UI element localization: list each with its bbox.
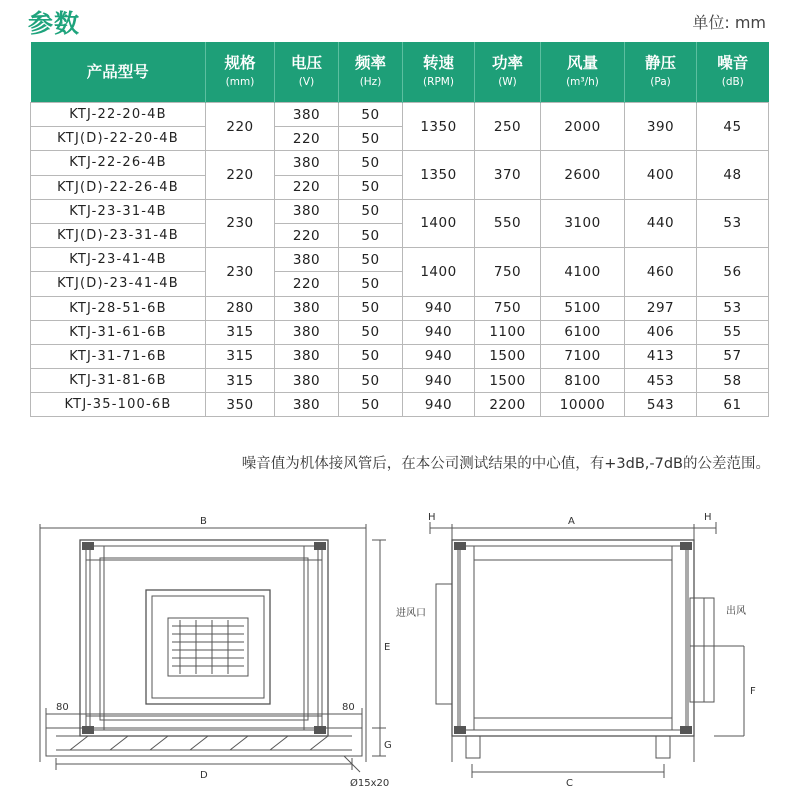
table-row	[31, 369, 769, 393]
airflow-cell: 3100	[541, 199, 625, 247]
side-dim-h-left: H	[428, 512, 436, 523]
rpm-cell: 940	[403, 320, 475, 344]
column-name: 产品型号	[86, 63, 149, 81]
rpm-cell: 1350	[403, 103, 475, 151]
model-cell: KTJ-31-61-6B	[31, 320, 206, 344]
model-cell: KTJ-31-81-6B	[31, 369, 206, 393]
model-cell: KTJ(D)-22-20-4B	[31, 127, 206, 151]
voltage-cell: 380	[275, 248, 339, 272]
model-cell: KTJ(D)-23-31-4B	[31, 223, 206, 247]
column-name: 静压	[644, 53, 676, 72]
pressure-cell: 453	[625, 369, 697, 393]
pressure-cell: 413	[625, 344, 697, 368]
power-cell: 1500	[475, 369, 541, 393]
front-dim-right-80: 80	[342, 702, 355, 713]
voltage-cell: 220	[275, 127, 339, 151]
column-header	[403, 42, 475, 103]
column-name: 规格	[224, 53, 256, 72]
column-name: 转速	[422, 53, 454, 72]
noise-cell: 45	[697, 103, 769, 151]
front-hole-label: Ø15x20	[350, 778, 390, 789]
airflow-cell: 2000	[541, 103, 625, 151]
column-header	[541, 42, 625, 103]
side-inlet-label: 进风口	[396, 608, 426, 619]
rpm-cell: 1400	[403, 199, 475, 247]
column-unit: (dB)	[721, 75, 744, 88]
column-name: 频率	[354, 53, 386, 72]
dimension-drawing	[0, 500, 800, 800]
noise-cell: 56	[697, 248, 769, 296]
front-dim-e: E	[384, 642, 391, 653]
front-dim-b: B	[200, 516, 207, 527]
size-cell: 220	[206, 151, 275, 199]
front-dim-g: G	[384, 740, 392, 751]
table-row	[31, 393, 769, 417]
model-cell: KTJ-31-71-6B	[31, 344, 206, 368]
frequency-cell: 50	[339, 393, 403, 417]
table-row	[31, 296, 769, 320]
column-header	[625, 42, 697, 103]
voltage-cell: 380	[275, 151, 339, 175]
frequency-cell: 50	[339, 151, 403, 175]
pressure-cell: 406	[625, 320, 697, 344]
frequency-cell: 50	[339, 320, 403, 344]
column-name: 功率	[491, 53, 523, 72]
size-cell: 280	[206, 296, 275, 320]
power-cell: 550	[475, 199, 541, 247]
table-row	[31, 320, 769, 344]
voltage-cell: 380	[275, 199, 339, 223]
model-cell: KTJ-23-41-4B	[31, 248, 206, 272]
model-cell: KTJ-22-20-4B	[31, 103, 206, 127]
side-dim-h-right: H	[704, 512, 712, 523]
power-cell: 750	[475, 248, 541, 296]
frequency-cell: 50	[339, 369, 403, 393]
airflow-cell: 5100	[541, 296, 625, 320]
pressure-cell: 460	[625, 248, 697, 296]
frequency-cell: 50	[339, 103, 403, 127]
model-cell: KTJ-22-26-4B	[31, 151, 206, 175]
noise-cell: 48	[697, 151, 769, 199]
frequency-cell: 50	[339, 272, 403, 296]
column-name: 风量	[566, 53, 598, 72]
table-row	[31, 248, 769, 272]
noise-cell: 57	[697, 344, 769, 368]
frequency-cell: 50	[339, 223, 403, 247]
frequency-cell: 50	[339, 248, 403, 272]
airflow-cell: 6100	[541, 320, 625, 344]
column-header	[475, 42, 541, 103]
voltage-cell: 380	[275, 296, 339, 320]
column-unit: (RPM)	[423, 75, 454, 88]
frequency-cell: 50	[339, 344, 403, 368]
column-name: 电压	[290, 53, 322, 72]
rpm-cell: 940	[403, 369, 475, 393]
noise-cell: 58	[697, 369, 769, 393]
voltage-cell: 380	[275, 320, 339, 344]
table-body	[31, 103, 769, 417]
rpm-cell: 940	[403, 344, 475, 368]
size-cell: 230	[206, 199, 275, 247]
column-unit: (m³/h)	[566, 75, 599, 88]
table-row	[31, 103, 769, 127]
rpm-cell: 940	[403, 296, 475, 320]
column-unit: (Hz)	[359, 75, 382, 88]
power-cell: 1500	[475, 344, 541, 368]
noise-cell: 53	[697, 296, 769, 320]
voltage-cell: 380	[275, 344, 339, 368]
frequency-cell: 50	[339, 199, 403, 223]
column-unit: (V)	[298, 75, 315, 88]
power-cell: 1100	[475, 320, 541, 344]
size-cell: 315	[206, 369, 275, 393]
front-dim-left-80: 80	[56, 702, 69, 713]
airflow-cell: 8100	[541, 369, 625, 393]
side-outlet-label: 出风	[726, 606, 746, 617]
model-cell: KTJ-23-31-4B	[31, 199, 206, 223]
power-cell: 370	[475, 151, 541, 199]
frequency-cell: 50	[339, 296, 403, 320]
front-dim-d: D	[200, 770, 208, 781]
model-cell: KTJ(D)-22-26-4B	[31, 175, 206, 199]
size-cell: 230	[206, 248, 275, 296]
voltage-cell: 380	[275, 369, 339, 393]
spec-table	[30, 42, 769, 417]
noise-cell: 61	[697, 393, 769, 417]
rpm-cell: 940	[403, 393, 475, 417]
voltage-cell: 220	[275, 223, 339, 247]
pressure-cell: 440	[625, 199, 697, 247]
side-dim-c: C	[566, 778, 573, 789]
column-header	[206, 42, 275, 103]
power-cell: 2200	[475, 393, 541, 417]
pressure-cell: 297	[625, 296, 697, 320]
frequency-cell: 50	[339, 175, 403, 199]
noise-cell: 53	[697, 199, 769, 247]
side-dim-f: F	[750, 686, 756, 697]
table-row	[31, 151, 769, 175]
column-unit: (Pa)	[650, 75, 671, 88]
column-header	[697, 42, 769, 103]
noise-note: 噪音值为机体接风管后，在本公司测试结果的中心值，有+3dB,-7dB的公差范围。	[241, 456, 770, 472]
page-title: 参数	[28, 9, 81, 38]
model-cell: KTJ(D)-23-41-4B	[31, 272, 206, 296]
pressure-cell: 400	[625, 151, 697, 199]
table-row	[31, 199, 769, 223]
column-unit: (mm)	[225, 75, 255, 88]
table-header-row	[31, 42, 769, 103]
side-dim-a: A	[568, 516, 575, 527]
column-name: 噪音	[717, 53, 749, 72]
size-cell: 220	[206, 103, 275, 151]
noise-cell: 55	[697, 320, 769, 344]
model-cell: KTJ-35-100-6B	[31, 393, 206, 417]
airflow-cell: 10000	[541, 393, 625, 417]
unit-label: 单位: mm	[692, 13, 766, 32]
frequency-cell: 50	[339, 127, 403, 151]
voltage-cell: 220	[275, 272, 339, 296]
airflow-cell: 7100	[541, 344, 625, 368]
model-cell: KTJ-28-51-6B	[31, 296, 206, 320]
column-unit: (W)	[498, 75, 517, 88]
table-row	[31, 344, 769, 368]
voltage-cell: 220	[275, 175, 339, 199]
column-header	[339, 42, 403, 103]
size-cell: 350	[206, 393, 275, 417]
rpm-cell: 1350	[403, 151, 475, 199]
airflow-cell: 4100	[541, 248, 625, 296]
column-header	[31, 42, 206, 103]
airflow-cell: 2600	[541, 151, 625, 199]
pressure-cell: 543	[625, 393, 697, 417]
voltage-cell: 380	[275, 103, 339, 127]
rpm-cell: 1400	[403, 248, 475, 296]
power-cell: 750	[475, 296, 541, 320]
size-cell: 315	[206, 320, 275, 344]
size-cell: 315	[206, 344, 275, 368]
column-header	[275, 42, 339, 103]
voltage-cell: 380	[275, 393, 339, 417]
power-cell: 250	[475, 103, 541, 151]
pressure-cell: 390	[625, 103, 697, 151]
